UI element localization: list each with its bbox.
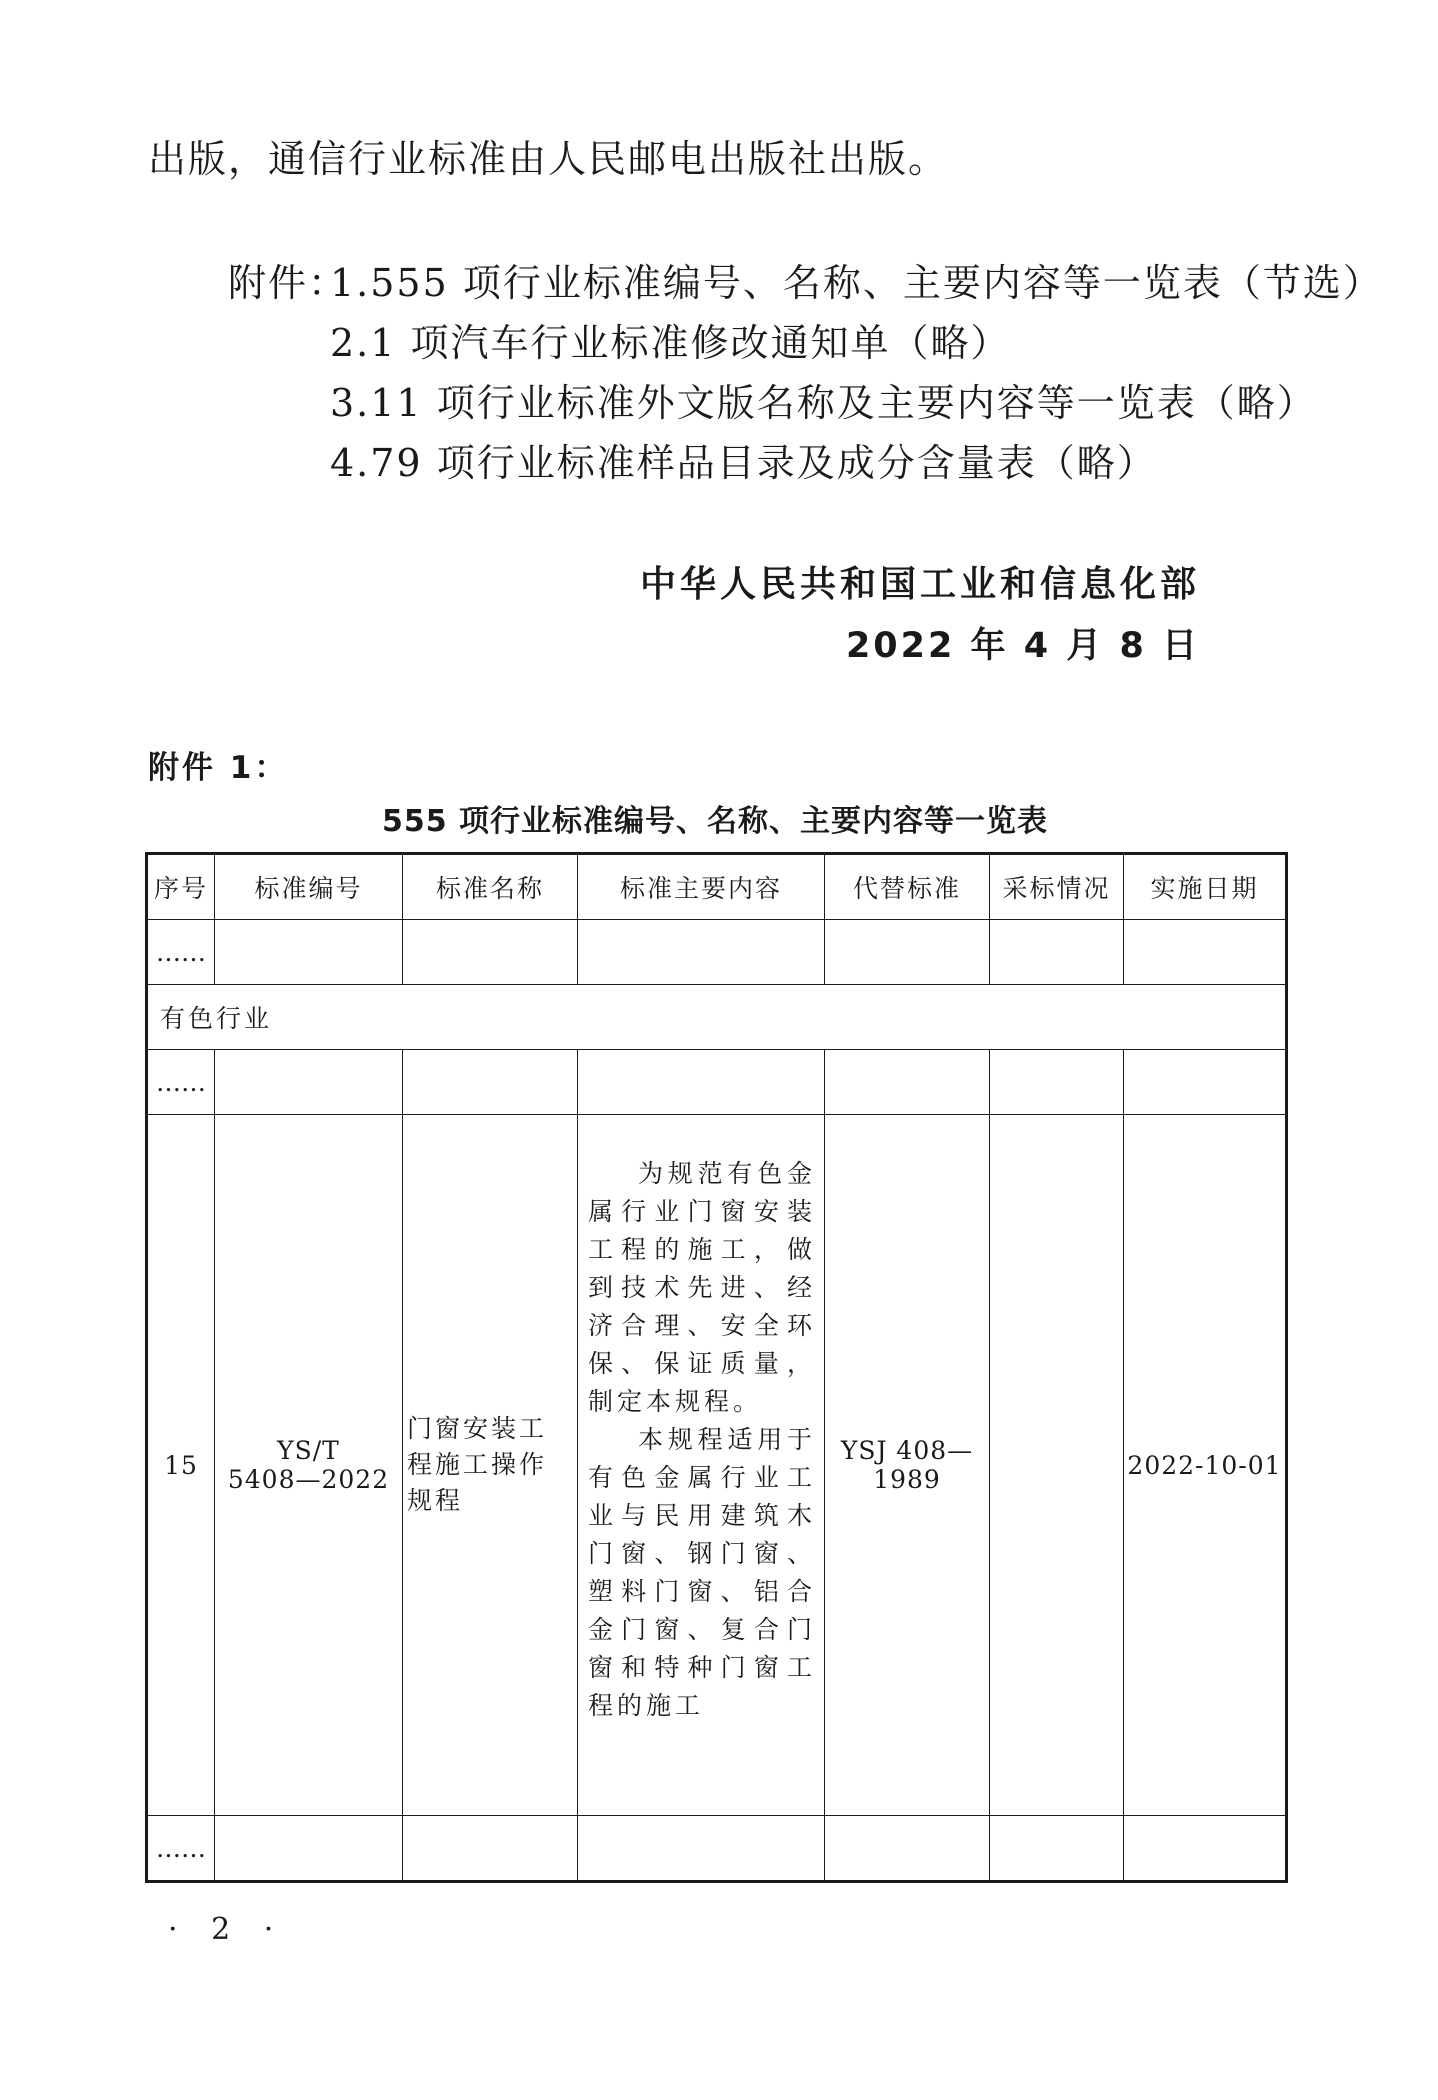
- row-replaced-line2: 1989: [873, 1465, 941, 1494]
- attachment-item-2: 2.1 项汽车行业标准修改通知单（略）: [330, 321, 1011, 365]
- header-code: 标准编号: [215, 854, 403, 920]
- ellipsis-cell: ……: [147, 920, 215, 985]
- section-label: 有色行业: [147, 985, 1287, 1050]
- header-replaced: 代替标准: [825, 854, 990, 920]
- row-name: 门窗安装工程施工操作规程: [403, 1115, 578, 1816]
- attachment-item-3: 3.11 项行业标准外文版名称及主要内容等一览表（略）: [330, 381, 1317, 425]
- ellipsis-cell: ……: [147, 1816, 215, 1882]
- row-content: [578, 1115, 825, 1816]
- ellipsis-cell: ……: [147, 1050, 215, 1115]
- row-content-paragraph-2: 本规程适用于有色金属行业工业与民用建筑木门窗、钢门窗、塑料门窗、铝合金门窗、复合门窗和特种门窗工程的施工: [588, 1425, 816, 1720]
- row-code-line2: 5408—2022: [227, 1465, 390, 1494]
- attachments-label: 附件：: [228, 261, 349, 305]
- row-content-paragraph-1: 为规范有色金属行业门窗安装工程的施工，做到技术先进、经济合理、安全环保、保证质量，制定本规程。: [588, 1159, 816, 1416]
- row-adoption: [990, 1115, 1124, 1816]
- issuing-organization: 中华人民共和国工业和信息化部: [639, 564, 1200, 605]
- row-code-line1: YS/T: [277, 1436, 340, 1465]
- header-effective-date: 实施日期: [1124, 854, 1287, 920]
- table-section-row: [147, 985, 1287, 1050]
- intro-paragraph-tail: 出版，通信行业标准由人民邮电出版社出版。: [148, 137, 949, 181]
- table-row-ellipsis: [147, 1816, 1287, 1882]
- table-row-ellipsis: [147, 1050, 1287, 1115]
- header-seq: 序号: [147, 854, 215, 920]
- header-adoption: 采标情况: [990, 854, 1124, 920]
- header-content: 标准主要内容: [578, 854, 825, 920]
- row-effective-date: 2022-10-01: [1124, 1115, 1287, 1816]
- attachment-item-1: 1.555 项行业标准编号、名称、主要内容等一览表（节选）: [330, 261, 1383, 305]
- row-code: [215, 1115, 403, 1816]
- table-header-row: [147, 854, 1287, 920]
- table-row: [147, 1115, 1287, 1816]
- page-number: · 2 ·: [168, 1912, 286, 1947]
- table-row-ellipsis: [147, 920, 1287, 985]
- table-title: 555 项行业标准编号、名称、主要内容等一览表: [381, 804, 1049, 839]
- annex-label: 附件 1：: [148, 750, 289, 786]
- issue-date: 2022 年 4 月 8 日: [845, 626, 1200, 666]
- row-replaced: [825, 1115, 990, 1816]
- header-name: 标准名称: [403, 854, 578, 920]
- attachment-item-4: 4.79 项行业标准样品目录及成分含量表（略）: [330, 441, 1157, 485]
- row-seq: 15: [147, 1115, 215, 1816]
- standards-table: [145, 852, 1288, 1883]
- row-replaced-line1: YSJ 408—: [840, 1436, 974, 1465]
